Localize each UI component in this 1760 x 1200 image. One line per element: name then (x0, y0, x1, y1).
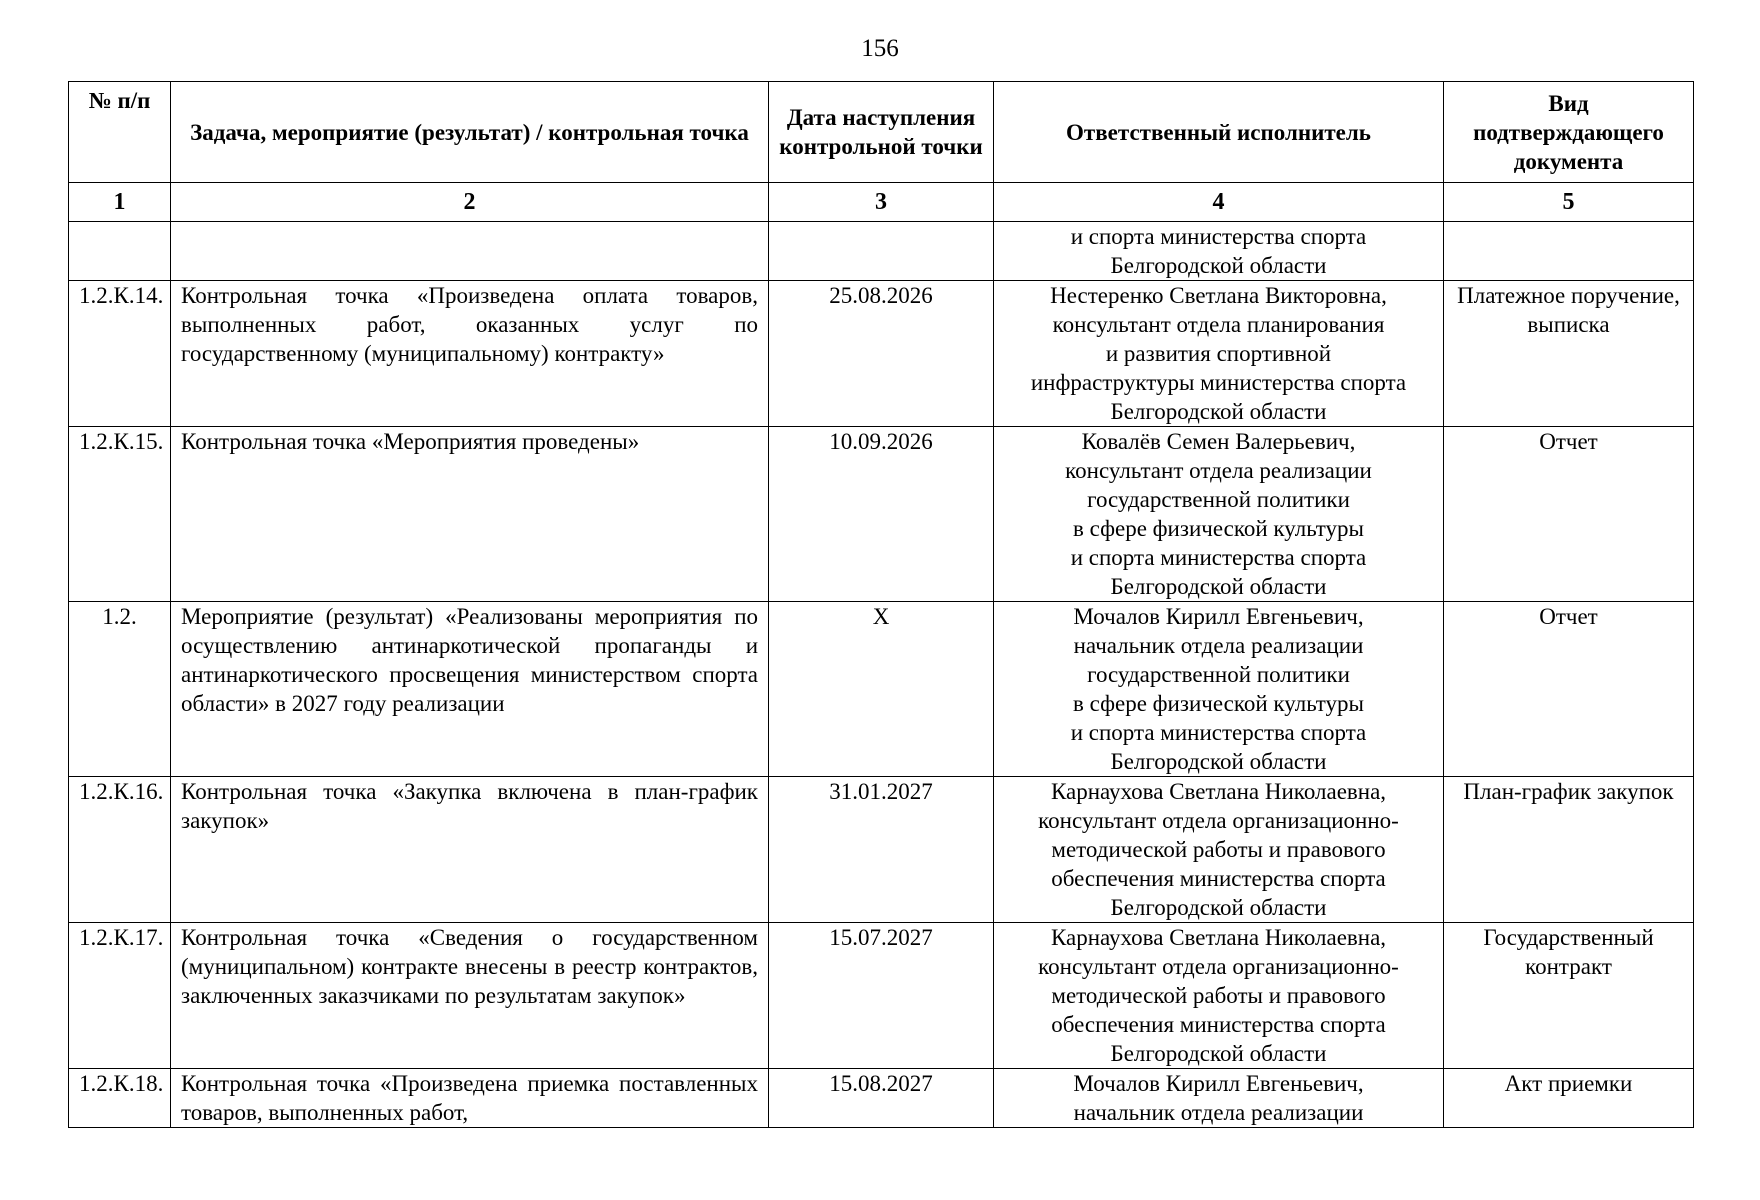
row-executor (994, 427, 1444, 602)
executor-line: Белгородской области (1110, 749, 1327, 774)
column-number: 4 (994, 183, 1444, 222)
executor-line: в сфере физической культуры (1072, 691, 1365, 716)
table-row (69, 602, 1694, 777)
row-date: 31.01.2027 (769, 777, 994, 923)
row-task: Контрольная точка «Мероприятия проведены» (171, 427, 769, 602)
row-date: 15.07.2027 (769, 923, 994, 1069)
table-row (69, 222, 1694, 281)
executor-line: Белгородской области (1110, 1041, 1327, 1066)
row-document: Отчет (1444, 427, 1694, 602)
row-date: 10.09.2026 (769, 427, 994, 602)
executor-line: Ковалёв Семен Валерьевич, (1081, 429, 1356, 454)
column-number-row (69, 183, 1694, 222)
row-number: 1.2.К.14. (69, 281, 171, 427)
row-document: Платежное поручение, выписка (1444, 281, 1694, 427)
row-executor (994, 222, 1444, 281)
row-document: Государственный контракт (1444, 923, 1694, 1069)
table-header-row (69, 82, 1694, 183)
row-task: Контрольная точка «Произведена приемка поставленных товаров, выполненных работ, (171, 1069, 769, 1128)
column-number: 1 (69, 183, 171, 222)
executor-line: Нестеренко Светлана Викторовна, (1050, 283, 1387, 308)
row-document (1444, 222, 1694, 281)
executor-line: и спорта министерства спорта (1070, 720, 1367, 745)
column-number: 3 (769, 183, 994, 222)
executor-line: Карнаухова Светлана Николаевна, (1050, 925, 1387, 950)
executor-line: и спорта министерства спорта (1070, 545, 1367, 570)
row-executor (994, 602, 1444, 777)
row-number: 1.2.К.15. (69, 427, 171, 602)
executor-line: инфраструктуры министерства спорта (1030, 370, 1407, 395)
row-executor (994, 777, 1444, 923)
column-number: 5 (1444, 183, 1694, 222)
row-number: 1.2.К.18. (69, 1069, 171, 1128)
executor-line: обеспечения министерства спорта (1051, 866, 1386, 891)
row-task: Мероприятие (результат) «Реализованы мероприятия по осуществлению антинаркотической пропаганды и антинаркотического просвещения министерством спорта области» в 2027 году реализации (171, 602, 769, 777)
row-task (171, 222, 769, 281)
header-executor: Ответственный исполнитель (994, 82, 1444, 183)
executor-line: консультант отдела реализации (1065, 458, 1372, 483)
executor-line: государственной политики (1087, 487, 1350, 512)
executor-line: и спорта министерства спорта (1070, 224, 1367, 249)
row-document: Акт приемки (1444, 1069, 1694, 1128)
executor-line: методической работы и правового (1051, 837, 1386, 862)
row-task: Контрольная точка «Закупка включена в план-график закупок» (171, 777, 769, 923)
table-row (69, 777, 1694, 923)
row-task: Контрольная точка «Произведена оплата товаров, выполненных работ, оказанных услуг по государственному (муниципальному) контракту» (171, 281, 769, 427)
row-number: 1.2. (69, 602, 171, 777)
header-document: Вид подтверждающего документа (1444, 82, 1694, 183)
table-row (69, 1069, 1694, 1128)
table-row (69, 923, 1694, 1069)
executor-line: Мочалов Кирилл Евгеньевич, (1073, 604, 1364, 629)
row-executor (994, 923, 1444, 1069)
row-document: План-график закупок (1444, 777, 1694, 923)
table-row (69, 427, 1694, 602)
control-points-table (68, 81, 1694, 1128)
table-row (69, 281, 1694, 427)
executor-line: методической работы и правового (1051, 983, 1386, 1008)
column-number: 2 (171, 183, 769, 222)
executor-line: и развития спортивной (1105, 341, 1332, 366)
row-executor (994, 281, 1444, 427)
executor-line: обеспечения министерства спорта (1051, 1012, 1386, 1037)
executor-line: государственной политики (1087, 662, 1350, 687)
header-number: № п/п (69, 82, 171, 183)
row-date: 25.08.2026 (769, 281, 994, 427)
row-number: 1.2.К.16. (69, 777, 171, 923)
page-number: 156 (861, 35, 899, 62)
row-document: Отчет (1444, 602, 1694, 777)
executor-line: начальник отдела реализации (1073, 633, 1364, 658)
row-date: Х (769, 602, 994, 777)
executor-line: Мочалов Кирилл Евгеньевич, (1073, 1071, 1364, 1096)
row-executor (994, 1069, 1444, 1128)
executor-line: Белгородской области (1110, 399, 1327, 424)
executor-line: консультант отдела организационно- (1038, 808, 1399, 833)
executor-line: в сфере физической культуры (1072, 516, 1365, 541)
row-number: 1.2.К.17. (69, 923, 171, 1069)
executor-line: Белгородской области (1110, 574, 1327, 599)
row-date (769, 222, 994, 281)
executor-line: Карнаухова Светлана Николаевна, (1050, 779, 1387, 804)
header-task: Задача, мероприятие (результат) / контрольная точка (171, 82, 769, 183)
executor-line: Белгородской области (1110, 253, 1327, 278)
header-date: Дата наступления контрольной точки (769, 82, 994, 183)
row-task: Контрольная точка «Сведения о государственном (муниципальном) контракте внесены в реестр контрактов, заключенных заказчиками по результатам закупок» (171, 923, 769, 1069)
executor-line: консультант отдела организационно- (1038, 954, 1399, 979)
executor-line: начальник отдела реализации (1073, 1100, 1364, 1125)
row-number (69, 222, 171, 281)
row-date: 15.08.2027 (769, 1069, 994, 1128)
executor-line: консультант отдела планирования (1052, 312, 1385, 337)
executor-line: Белгородской области (1110, 895, 1327, 920)
